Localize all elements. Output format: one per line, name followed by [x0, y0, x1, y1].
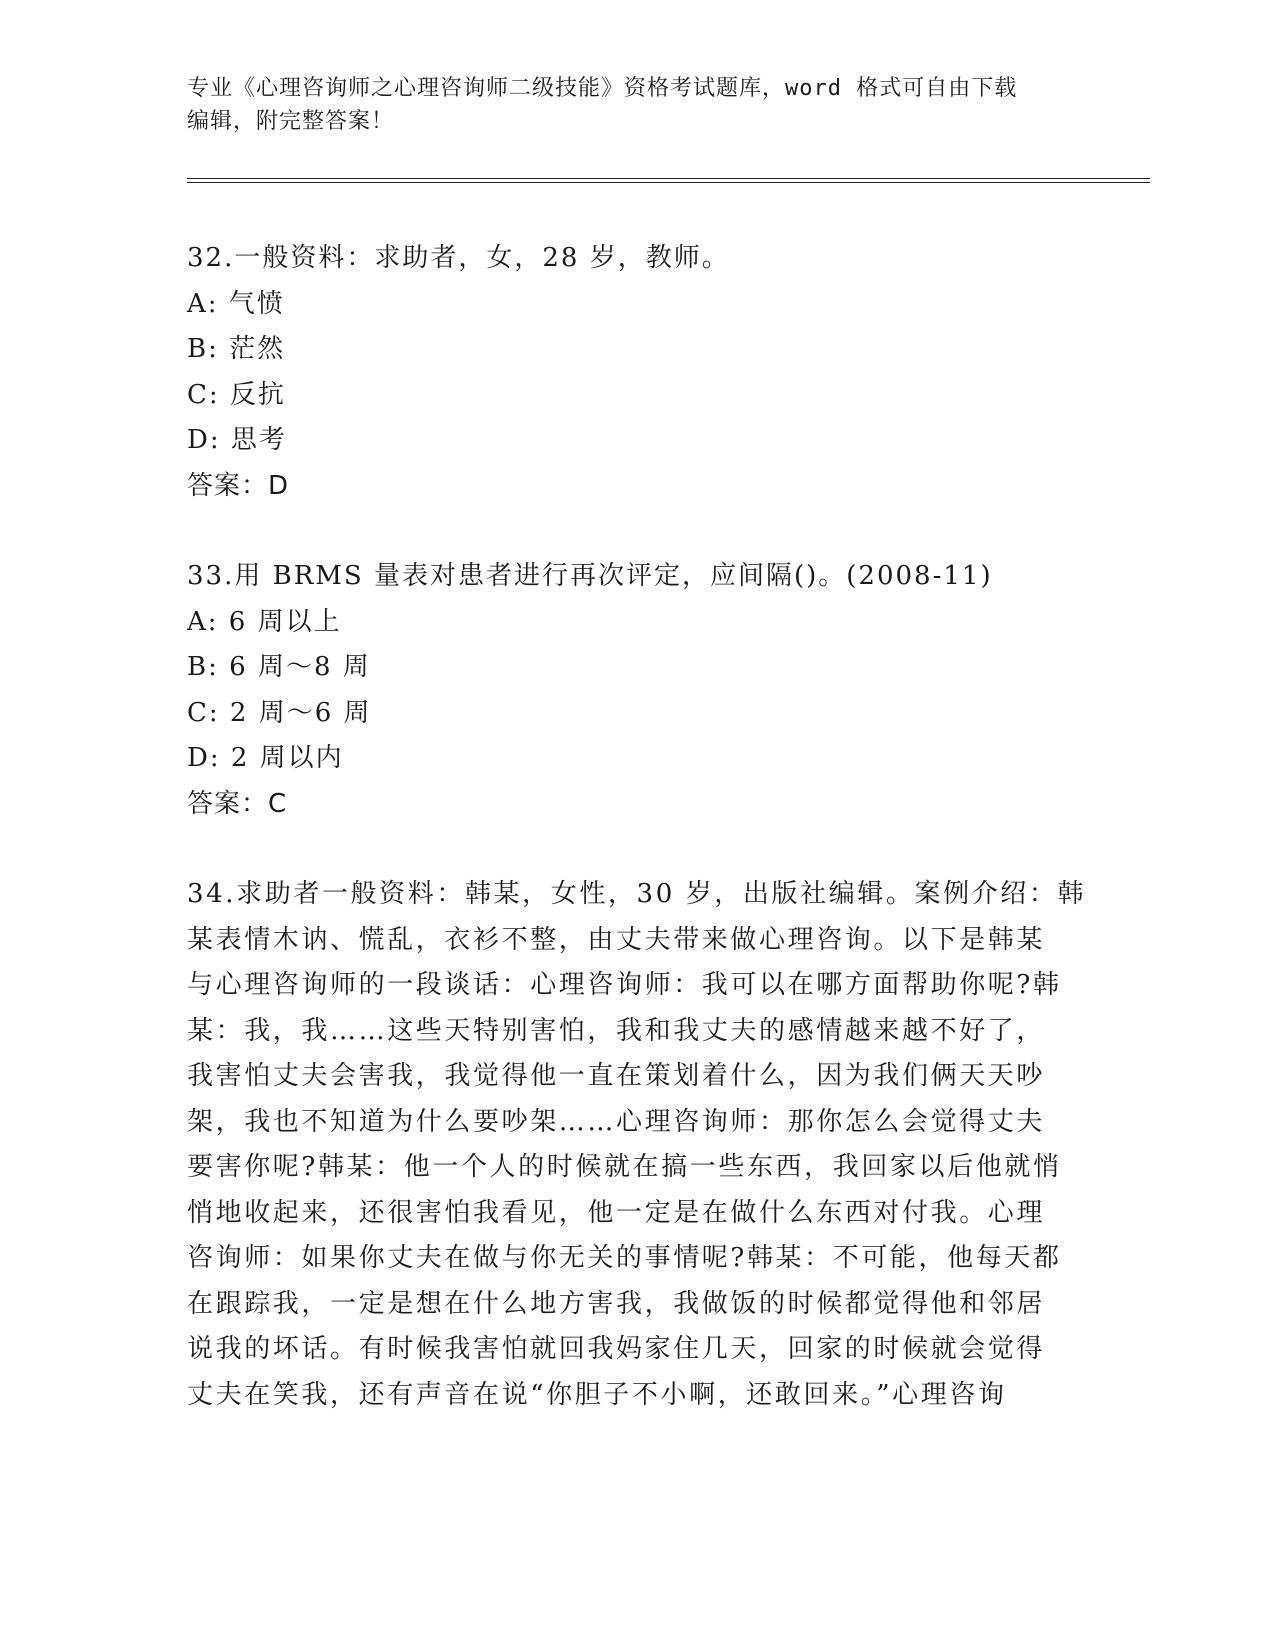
- question-32: [187, 236, 1087, 509]
- question-34: [187, 872, 1087, 1418]
- option-d: D: 2 周以内: [187, 743, 344, 773]
- answer-label: 答案：C: [187, 788, 288, 819]
- stem-line: 我害怕丈夫会害我，我觉得他一直在策划着什么，因为我们俩天天吵: [187, 1061, 1046, 1091]
- header-line-1: 专业《心理咨询师之心理咨询师二级技能》资格考试题库，word 格式可自由下载: [187, 76, 1018, 101]
- stem-line: 某表情木讷、慌乱，衣衫不整，由丈夫带来做心理咨询。以下是韩某: [187, 924, 1046, 955]
- stem-line: 与心理咨询师的一段谈话：心理咨询师：我可以在哪方面帮助你呢?韩: [187, 970, 1062, 1000]
- stem-line: 要害你呢?韩某：他一个人的时候就在搞一些东西，我回家以后他就悄: [187, 1152, 1062, 1182]
- option-c: C: 反抗: [187, 379, 286, 410]
- stem-line: 架，我也不知道为什么要吵架……心理咨询师：那你怎么会觉得丈夫: [187, 1106, 1046, 1137]
- question-33: [187, 554, 1087, 827]
- document-header: [187, 72, 1067, 138]
- stem-line: 说我的坏话。有时候我害怕就回我妈家住几天，回家的时候就会觉得: [187, 1334, 1046, 1364]
- option-a: A: 6 周以上: [187, 606, 342, 637]
- header-divider-top: [187, 178, 1150, 179]
- stem-line: 34.求助者一般资料：韩某，女性，30 岁，出版社编辑。案例介绍：韩: [187, 879, 1087, 909]
- option-a: A: 气愤: [187, 288, 285, 319]
- stem-line: 在跟踪我，一定是想在什么地方害我，我做饭的时候都觉得他和邻居: [187, 1288, 1046, 1319]
- stem-line: 丈夫在笑我，还有声音在说“你胆子不小啊，还敢回来。”心理咨询: [187, 1379, 1007, 1410]
- header-divider-bottom: [187, 182, 1150, 183]
- question-stem: 32.一般资料：求助者，女，28 岁，教师。: [187, 243, 730, 273]
- option-c: C: 2 周～6 周: [187, 697, 372, 728]
- answer-label: 答案：D: [187, 470, 290, 501]
- stem-line: 某：我，我……这些天特别害怕，我和我丈夫的感情越来越不好了，: [187, 1015, 1046, 1046]
- option-b: B: 茫然: [187, 334, 286, 364]
- header-line-2: 编辑，附完整答案！: [187, 109, 395, 134]
- stem-line: 咨询师：如果你丈夫在做与你无关的事情呢?韩某：不可能，他每天都: [187, 1243, 1062, 1273]
- option-b: B: 6 周～8 周: [187, 652, 371, 682]
- stem-line: 悄地收起来，还很害怕我看见，他一定是在做什么东西对付我。心理: [187, 1197, 1046, 1228]
- option-d: D: 思考: [187, 425, 287, 455]
- question-stem: 33.用 BRMS 量表对患者进行再次评定，应间隔()。(2008-11): [187, 561, 993, 591]
